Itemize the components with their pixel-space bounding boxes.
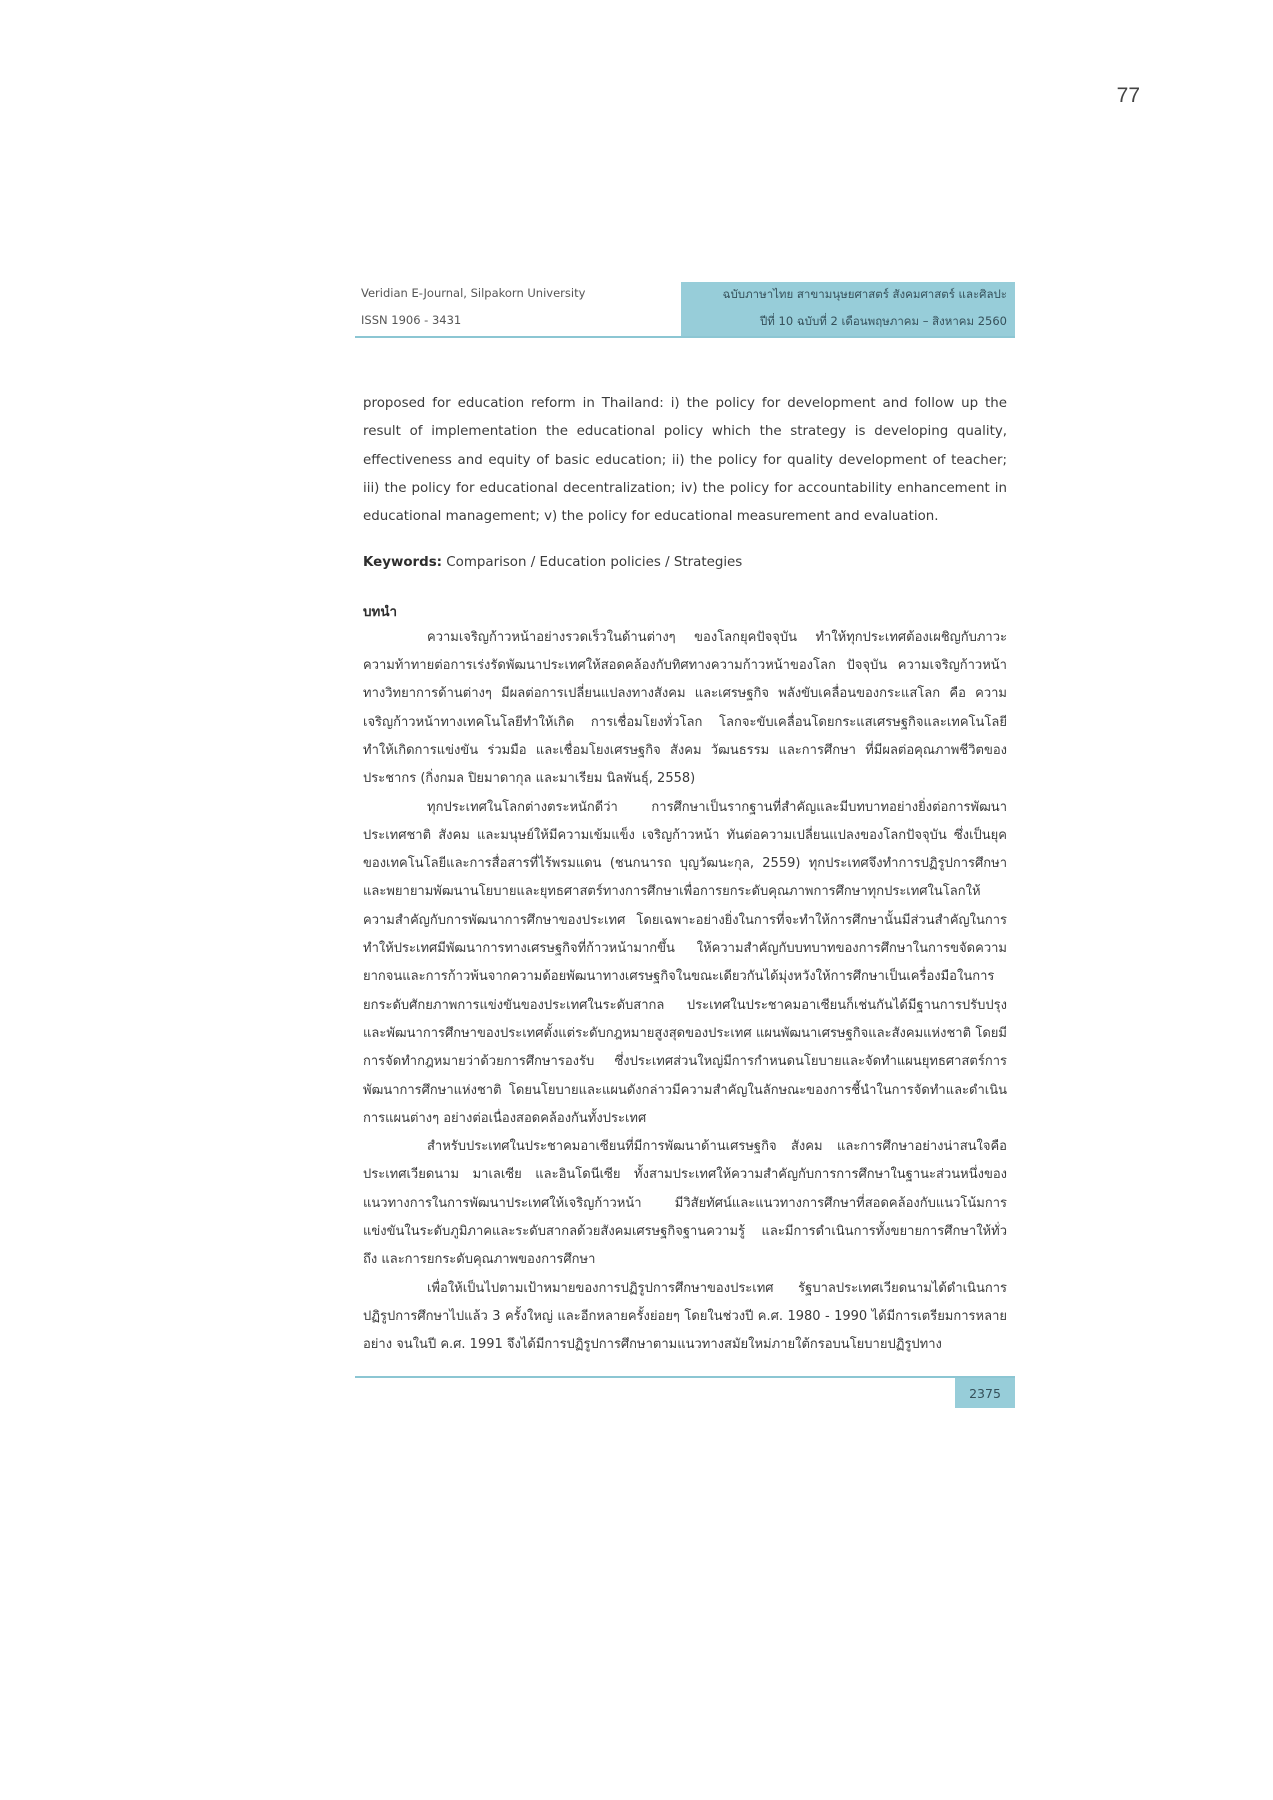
body-paragraph-1: ความเจริญก้าวหน้าอย่างรวดเร็วในด้านต่างๆ ของโลกยุคปัจจุบัน ทำให้ทุกประเทศต้องเผชิญกับภาวะความท้าทายต่อการเร่งรัดพัฒนาประเทศให้สอดคล้องกับทิศทางความก้าวหน้าของโลก ปัจจุบัน ความเจริญก้าวหน้าทางวิทยาการด้านต่างๆ มีผลต่อการเปลี่ยนแปลงทางสังคม และเศรษฐกิจ พลังขับเคลื่อนของกระแสโลก คือ ความเจริญก้าวหน้าทางเทคโนโลยีทำให้เกิด การเชื่อมโยงทั่วโลก โลกจะขับเคลื่อนโดยกระแสเศรษฐกิจและเทคโนโลยี ทำให้เกิดการแข่งขัน ร่วมมือ และเชื่อมโยงเศรษฐกิจ สังคม วัฒนธรรม และการศึกษา ที่มีผลต่อคุณภาพชีวิตของประชากร (กิ่งกมล ปิยมาดากุล และมาเรียม นิลพันธุ์, 2558) bbox=[363, 629, 1007, 787]
body-paragraph-3: สำหรับประเทศในประชาคมอาเซียนที่มีการพัฒนาด้านเศรษฐกิจ สังคม และการศึกษาอย่างน่าสนใจคือประเทศเวียดนาม มาเลเซีย และอินโดนีเซีย ทั้งสามประเทศให้ความสำคัญกับการการศึกษาในฐานะส่วนหนึ่งของแนวทางการในการพัฒนาประเทศให้เจริญก้าวหน้า มีวิสัยทัศน์และแนวทางการศึกษาที่สอดคล้องกับแนวโน้มการแข่งขันในระดับภูมิภาคและระดับสากลด้วยสังคมเศรษฐกิจฐานความรู้ และมีการดำเนินการทั้งขยายการศึกษาให้ทั่วถึง และการยกระดับคุณภาพของการศึกษา bbox=[363, 1139, 1007, 1268]
issn: ISSN 1906 - 3431 bbox=[361, 313, 462, 327]
volume-label: ปีที่ 10 ฉบับที่ 2 เดือนพฤษภาคม – สิงหาคม 2560 bbox=[760, 314, 1007, 328]
page-number-bottom: 2375 bbox=[955, 1378, 1015, 1408]
journal-name: Veridian E-Journal, Silpakorn University bbox=[361, 286, 586, 300]
body-paragraph-4: เพื่อให้เป็นไปตามเป้าหมายของการปฏิรูปการศึกษาของประเทศ รัฐบาลประเทศเวียดนามได้ดำเนินการปฏิรูปการศึกษาไปแล้ว 3 ครั้งใหญ่ และอีกหลายครั้งย่อยๆ โดยในช่วงปี ค.ศ. 1980 - 1990 ได้มีการเตรียมการหลายอย่าง จนในปี ค.ศ. 1991 จึงได้มีการปฏิรูปการศึกษาตามแนวทางสมัยใหม่ภายใต้กรอบนโยบายปฏิรูปทาง bbox=[363, 1280, 1007, 1353]
edition-label: ฉบับภาษาไทย สาขามนุษยศาสตร์ สังคมศาสตร์ และศิลปะ bbox=[722, 287, 1007, 301]
footer-divider bbox=[355, 1376, 1015, 1378]
keywords-label: Keywords: bbox=[363, 555, 443, 571]
header-left bbox=[361, 282, 681, 338]
keywords-line bbox=[363, 549, 1007, 577]
body-paragraph-2: ทุกประเทศในโลกต่างตระหนักดีว่า การศึกษาเป็นรากฐานที่สำคัญและมีบทบาทอย่างยิ่งต่อการพัฒนาประเทศชาติ สังคม และมนุษย์ให้มีความเข้มแข็ง เจริญก้าวหน้า ทันต่อความเปลี่ยนแปลงของโลกปัจจุบัน ซึ่งเป็นยุคของเทคโนโลยีและการสื่อสารที่ไร้พรมแดน (ชนกนารถ บุญวัฒนะกุล, 2559) ทุกประเทศจึงทำการปฏิรูปการศึกษาและพยายามพัฒนานโยบายและยุทธศาสตร์ทางการศึกษาเพื่อการยกระดับคุณภาพการศึกษาทุกประเทศในโลกให้ความสำคัญกับการพัฒนาการศึกษาของประเทศ โดยเฉพาะอย่างยิ่งในการที่จะทำให้การศึกษานั้นมีส่วนสำคัญในการทำให้ประเทศมีพัฒนาการทางเศรษฐกิจที่ก้าวหน้ามากขึ้น ให้ความสำคัญกับบทบาทของการศึกษาในการขจัดความยากจนและการก้าวพ้นจากความด้อยพัฒนาทางเศรษฐกิจในขณะเดียวกันได้มุ่งหวังให้การศึกษาเป็นเครื่องมือในการยกระดับศักยภาพการแข่งขันของประเทศในระดับสากล ประเทศในประชาคมอาเซียนก็เช่นกันได้มีฐานการปรับปรุงและพัฒนาการศึกษาของประเทศตั้งแต่ระดับกฎหมายสูงสุดของประเทศ แผนพัฒนาเศรษฐกิจและสังคมแห่งชาติ โดยมีการจัดทำกฎหมายว่าด้วยการศึกษารองรับ ซึ่งประเทศส่วนใหญ่มีการกำหนดนโยบายและจัดทำแผนยุทธศาสตร์การพัฒนาการศึกษาแห่งชาติ โดยนโยบายและแผนดังกล่าวมีความสำคัญในลักษณะของการชี้นำในการจัดทำและดำเนินการแผนต่างๆ อย่างต่อเนื่องสอดคล้องกันทั้งประเทศ bbox=[363, 799, 1007, 1126]
section-title: บทนำ bbox=[363, 604, 397, 620]
page-footer bbox=[355, 1376, 1015, 1408]
journal-header bbox=[355, 282, 1015, 338]
article-body bbox=[363, 390, 1007, 1360]
abstract-paragraph: proposed for education reform in Thailand: i) the policy for development and follow up the result of implementation the educational policy which the strategy is developing quality, effectiveness and equity of basic education; ii) the policy for quality development of teacher; iii) the policy for educational decentralization; iv) the policy for accountability enhancement in educational management; v) the policy for educational measurement and evaluation. bbox=[363, 396, 1007, 525]
keywords-text: Comparison / Education policies / Strategies bbox=[442, 555, 743, 571]
page-number-top: 77 bbox=[1116, 84, 1140, 107]
header-right-box bbox=[681, 282, 1015, 336]
header-divider bbox=[355, 336, 1015, 338]
